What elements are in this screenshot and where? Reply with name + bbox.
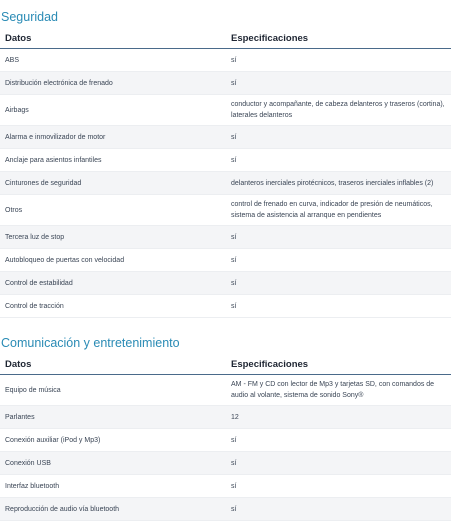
row-value: sí [226,249,451,272]
table-row [0,406,451,429]
row-label: Airbags [0,95,226,126]
table-row [0,72,451,95]
row-label: Cinturones de seguridad [0,172,226,195]
row-label: Parlantes [0,406,226,429]
row-value: sí [226,226,451,249]
row-value: sí [226,475,451,498]
table-row [0,149,451,172]
row-value: sí [226,149,451,172]
row-label: Interfaz bluetooth [0,475,226,498]
table-row [0,452,451,475]
row-label: Tercera luz de stop [0,226,226,249]
specs-table-seguridad [0,28,451,318]
row-label: Control de estabilidad [0,272,226,295]
specs-table-comunicacion [0,354,451,521]
table-row [0,172,451,195]
table-header-row [0,28,451,49]
table-row [0,49,451,72]
row-value: sí [226,429,451,452]
table-row [0,126,451,149]
row-value: control de frenado en curva, indicador de presión de neumáticos, sistema de asistencia al arranque en pendientes [226,195,451,226]
table-row [0,375,451,406]
table-row [0,475,451,498]
section-title: Comunicación y entretenimiento [1,336,180,350]
table-row [0,195,451,226]
table-row [0,226,451,249]
column-header-especificaciones: Especificaciones [226,28,451,49]
table-row [0,272,451,295]
table-row [0,295,451,318]
row-label: Anclaje para asientos infantiles [0,149,226,172]
table-row [0,249,451,272]
table-row [0,498,451,521]
row-value: sí [226,49,451,72]
table-row [0,429,451,452]
section-comunicacion [0,332,451,521]
column-header-datos: Datos [0,354,226,375]
row-label: Autobloqueo de puertas con velocidad [0,249,226,272]
column-header-datos: Datos [0,28,226,49]
row-value: conductor y acompañante, de cabeza delanteros y traseros (cortina), laterales delanteros [226,95,451,126]
row-value: AM - FM y CD con lector de Mp3 y tarjetas SD, con comandos de audio al volante, sistema de sonido Sony® [226,375,451,406]
row-label: Equipo de música [0,375,226,406]
row-label: Distribución electrónica de frenado [0,72,226,95]
row-value: sí [226,72,451,95]
row-label: ABS [0,49,226,72]
row-value: sí [226,498,451,521]
row-label: Otros [0,195,226,226]
row-value: sí [226,452,451,475]
row-value: sí [226,272,451,295]
row-value: sí [226,126,451,149]
section-seguridad [0,6,451,318]
section-title: Seguridad [1,10,58,24]
row-value: 12 [226,406,451,429]
row-label: Conexión USB [0,452,226,475]
row-label: Reproducción de audio vía bluetooth [0,498,226,521]
row-value: sí [226,295,451,318]
column-header-especificaciones: Especificaciones [226,354,451,375]
row-label: Alarma e inmovilizador de motor [0,126,226,149]
table-header-row [0,354,451,375]
table-row [0,95,451,126]
row-value: delanteros inerciales pirotécnicos, traseros inerciales inflables (2) [226,172,451,195]
row-label: Conexión auxiliar (iPod y Mp3) [0,429,226,452]
row-label: Control de tracción [0,295,226,318]
